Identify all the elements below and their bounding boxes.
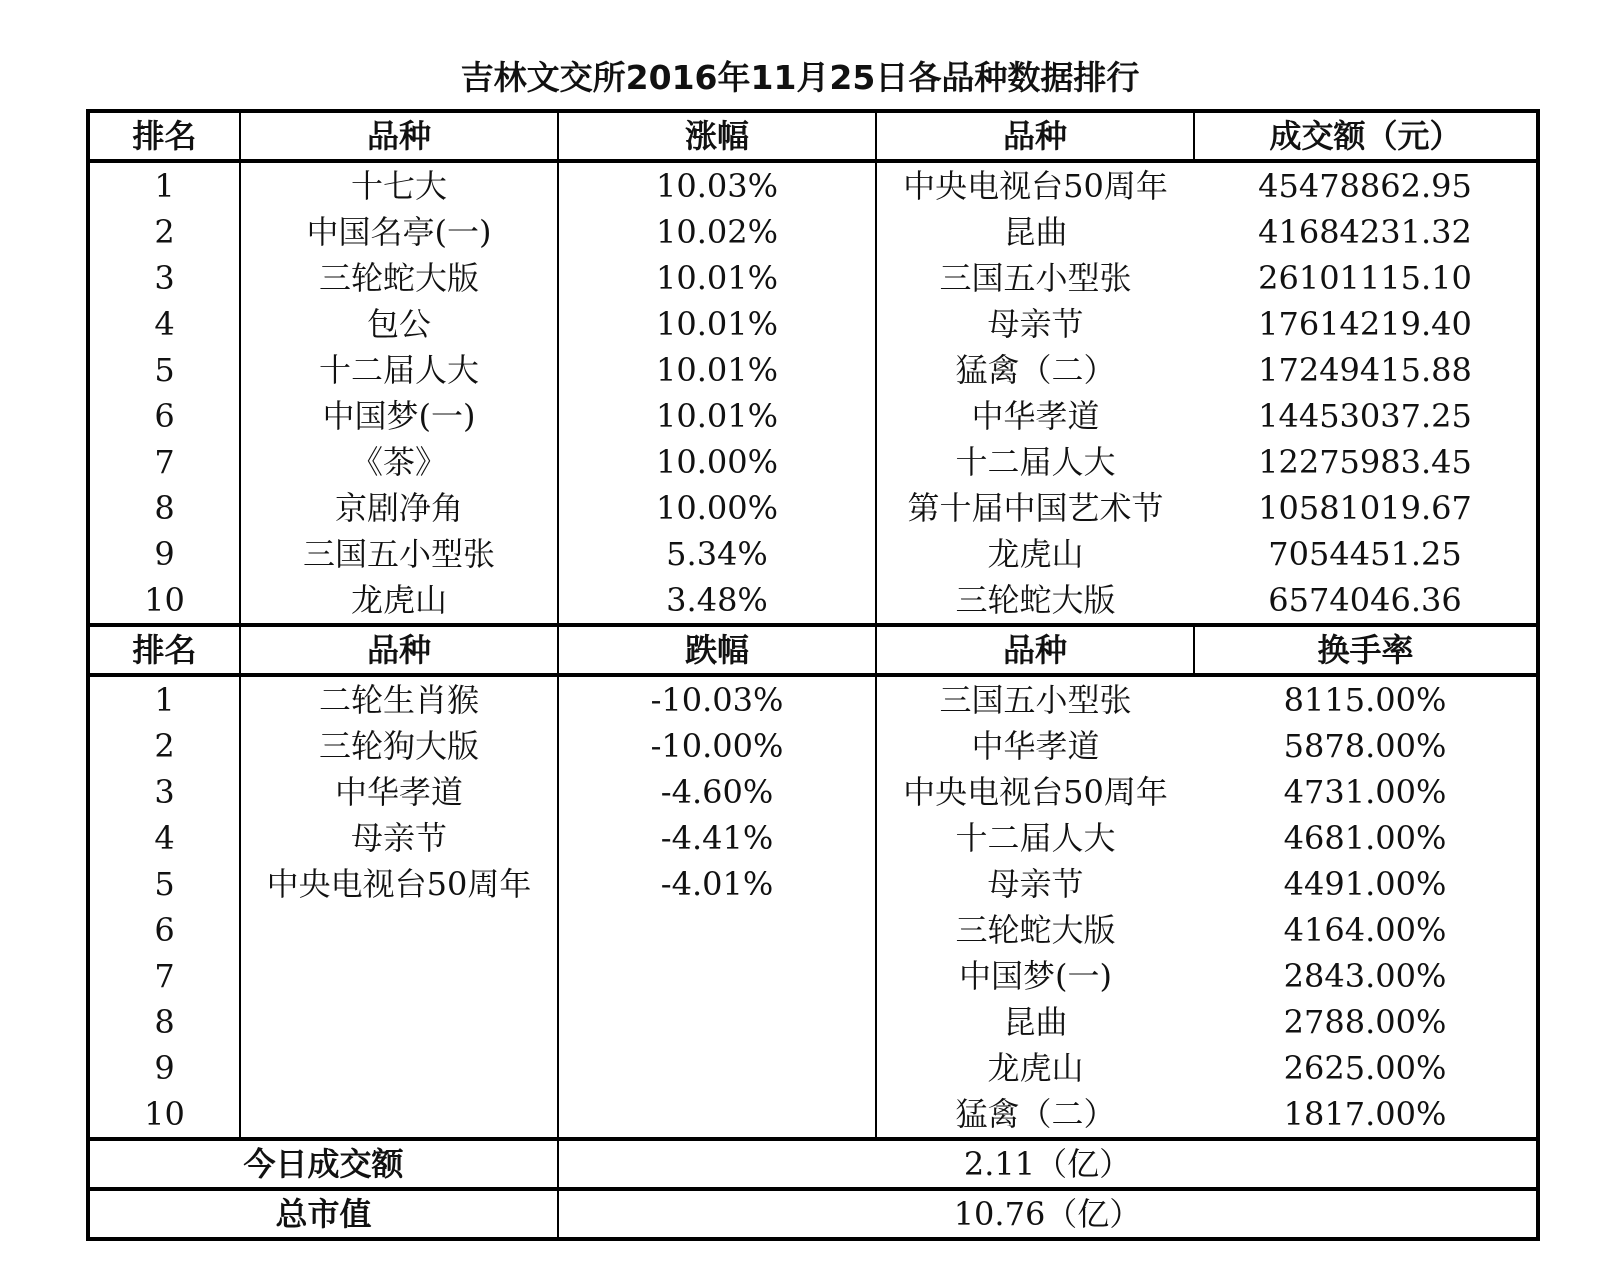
cell-item2: 龙虎山 (987, 1049, 1084, 1087)
table-row (88, 577, 1538, 625)
cell-change (558, 999, 876, 1045)
table-row (88, 393, 1538, 439)
cell-item2: 中央电视台50周年 (903, 167, 1168, 205)
table-row (88, 531, 1538, 577)
cell-item2: 第十届中国艺术节 (907, 489, 1164, 527)
header-cell-item2: 品种 (876, 111, 1194, 161)
cell-change: 10.01% (558, 393, 876, 439)
cell-item: 十七大 (240, 161, 558, 209)
cell-change: -4.60% (558, 769, 876, 815)
cell-item2: 中央电视台50周年 (903, 773, 1168, 811)
table-row (88, 861, 1538, 907)
cell-value: 41684231.32 (1194, 209, 1538, 255)
header-cell-value: 成交额（元） (1194, 111, 1538, 161)
cell-item2: 昆曲 (1003, 213, 1068, 251)
table-row (88, 907, 1538, 953)
table-row (88, 161, 1538, 209)
cell-change: 10.01% (558, 347, 876, 393)
cell-item2: 中国梦(一) (959, 957, 1112, 995)
table-row (88, 723, 1538, 769)
header-cell-item: 品种 (240, 111, 558, 161)
cell-rank: 1 (88, 675, 240, 723)
cell-value: 5878.00% (1194, 723, 1538, 769)
cell-rank: 10 (88, 1091, 240, 1139)
header-cell-item: 品种 (240, 625, 558, 675)
cell-change (558, 1045, 876, 1091)
summary-row-turnover (88, 1139, 1538, 1189)
cell-change (558, 907, 876, 953)
header-cell-rank: 排名 (88, 111, 240, 161)
cell-value: 4731.00% (1194, 769, 1538, 815)
table-row (88, 301, 1538, 347)
cell-item2: 中华孝道 (971, 727, 1100, 765)
table-header-row (88, 625, 1538, 675)
table-row (88, 485, 1538, 531)
cell-rank: 4 (88, 301, 240, 347)
cell-change: -10.00% (558, 723, 876, 769)
cell-item (240, 907, 558, 953)
cell-rank: 7 (88, 439, 240, 485)
cell-change: 10.02% (558, 209, 876, 255)
ranking-table-body (88, 111, 1538, 1239)
cell-value: 8115.00% (1194, 675, 1538, 723)
cell-rank: 6 (88, 907, 240, 953)
cell-rank: 6 (88, 393, 240, 439)
cell-item2: 十二届人大 (955, 443, 1116, 481)
cell-change: 10.00% (558, 485, 876, 531)
cell-rank: 5 (88, 347, 240, 393)
cell-rank: 9 (88, 1045, 240, 1091)
cell-value: 26101115.10 (1194, 255, 1538, 301)
cell-change (558, 1091, 876, 1139)
cell-item: 龙虎山 (240, 577, 558, 625)
table-row (88, 209, 1538, 255)
cell-item: 《茶》 (240, 439, 558, 485)
header-cell-item2: 品种 (876, 625, 1194, 675)
summary-value: 2.11（亿） (558, 1139, 1538, 1189)
cell-value: 45478862.95 (1194, 161, 1538, 209)
cell-item2: 母亲节 (987, 865, 1084, 903)
table-header-row (88, 111, 1538, 161)
cell-value: 2843.00% (1194, 953, 1538, 999)
cell-change (558, 953, 876, 999)
cell-rank: 9 (88, 531, 240, 577)
cell-item: 中国梦(一) (240, 393, 558, 439)
cell-item2: 母亲节 (987, 305, 1084, 343)
cell-change: 10.03% (558, 161, 876, 209)
cell-item2: 三国五小型张 (939, 681, 1132, 719)
cell-item: 二轮生肖猴 (240, 675, 558, 723)
header-cell-value: 换手率 (1194, 625, 1538, 675)
cell-item2: 昆曲 (1003, 1003, 1068, 1041)
table-row (88, 769, 1538, 815)
ranking-table (86, 109, 1540, 1241)
summary-value: 10.76（亿） (558, 1189, 1538, 1239)
table-row (88, 999, 1538, 1045)
cell-rank: 10 (88, 577, 240, 625)
cell-value: 4164.00% (1194, 907, 1538, 953)
cell-item2: 十二届人大 (955, 819, 1116, 857)
cell-rank: 4 (88, 815, 240, 861)
cell-rank: 3 (88, 255, 240, 301)
cell-value: 2788.00% (1194, 999, 1538, 1045)
cell-value: 4681.00% (1194, 815, 1538, 861)
cell-item (240, 1091, 558, 1139)
cell-change: 10.00% (558, 439, 876, 485)
cell-change: 10.01% (558, 255, 876, 301)
table-row (88, 439, 1538, 485)
summary-label: 今日成交额 (88, 1139, 558, 1189)
cell-item2: 三轮蛇大版 (955, 911, 1116, 949)
cell-item: 京剧净角 (240, 485, 558, 531)
cell-rank: 5 (88, 861, 240, 907)
table-row (88, 953, 1538, 999)
cell-item2: 三轮蛇大版 (955, 581, 1116, 619)
cell-value: 14453037.25 (1194, 393, 1538, 439)
table-row (88, 1091, 1538, 1139)
cell-item: 母亲节 (240, 815, 558, 861)
cell-rank: 2 (88, 723, 240, 769)
table-row (88, 255, 1538, 301)
summary-label: 总市值 (88, 1189, 558, 1239)
summary-row-market-cap (88, 1189, 1538, 1239)
cell-item: 三轮蛇大版 (240, 255, 558, 301)
cell-change: -4.41% (558, 815, 876, 861)
table-row (88, 815, 1538, 861)
cell-item2: 中华孝道 (971, 397, 1100, 435)
cell-rank: 8 (88, 485, 240, 531)
cell-value: 1817.00% (1194, 1091, 1538, 1139)
header-cell-change: 跌幅 (558, 625, 876, 675)
cell-item2: 猛禽（二） (955, 351, 1116, 389)
header-cell-rank: 排名 (88, 625, 240, 675)
header-cell-change: 涨幅 (558, 111, 876, 161)
table-row (88, 675, 1538, 723)
cell-value: 4491.00% (1194, 861, 1538, 907)
cell-value: 2625.00% (1194, 1045, 1538, 1091)
cell-change: 3.48% (558, 577, 876, 625)
cell-value: 12275983.45 (1194, 439, 1538, 485)
table-row (88, 1045, 1538, 1091)
cell-item: 中央电视台50周年 (240, 861, 558, 907)
cell-change: 5.34% (558, 531, 876, 577)
cell-rank: 2 (88, 209, 240, 255)
cell-value: 6574046.36 (1194, 577, 1538, 625)
cell-value: 10581019.67 (1194, 485, 1538, 531)
cell-rank: 1 (88, 161, 240, 209)
cell-item2: 龙虎山 (987, 535, 1084, 573)
cell-item: 中华孝道 (240, 769, 558, 815)
cell-item (240, 999, 558, 1045)
cell-change: -4.01% (558, 861, 876, 907)
cell-change: -10.03% (558, 675, 876, 723)
cell-change: 10.01% (558, 301, 876, 347)
cell-rank: 7 (88, 953, 240, 999)
cell-value: 7054451.25 (1194, 531, 1538, 577)
cell-item: 三轮狗大版 (240, 723, 558, 769)
cell-item: 包公 (240, 301, 558, 347)
cell-item: 十二届人大 (240, 347, 558, 393)
cell-item2: 三国五小型张 (939, 259, 1132, 297)
cell-value: 17249415.88 (1194, 347, 1538, 393)
cell-rank: 3 (88, 769, 240, 815)
cell-rank: 8 (88, 999, 240, 1045)
cell-item: 三国五小型张 (240, 531, 558, 577)
cell-item (240, 1045, 558, 1091)
cell-item: 中国名亭(一) (240, 209, 558, 255)
cell-item (240, 953, 558, 999)
cell-value: 17614219.40 (1194, 301, 1538, 347)
cell-item2: 猛禽（二） (955, 1095, 1116, 1133)
table-row (88, 347, 1538, 393)
table-title: 吉林文交所2016年11月25日各品种数据排行 (460, 58, 1140, 97)
